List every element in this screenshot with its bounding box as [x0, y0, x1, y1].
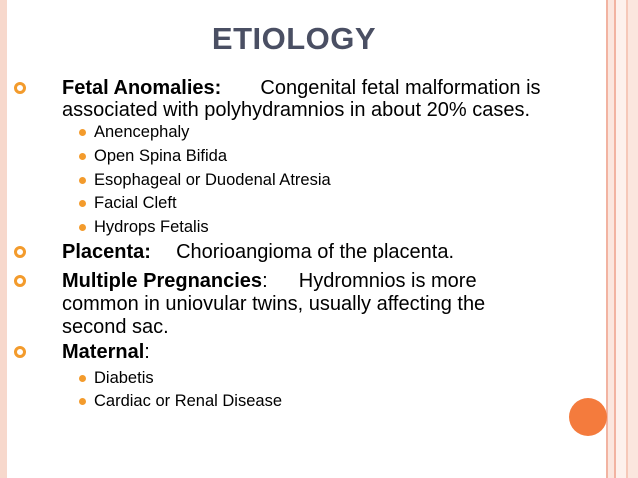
fetal-item-3: Esophageal or Duodenal Atresia [94, 171, 331, 189]
bullet-ring-icon [14, 346, 26, 358]
fetal-text-2: associated with polyhydramnios in about 20% cases. [62, 99, 531, 121]
placenta-heading: Placenta: [62, 241, 151, 263]
maternal-item-2: Cardiac or Renal Disease [94, 392, 283, 410]
multiple-text-3: second sac. [62, 316, 169, 338]
fetal-item-4: Facial Cleft [94, 194, 177, 212]
fetal-item-2: Open Spina Bifida [94, 147, 228, 165]
placenta-text: Chorioangioma of the placenta. [176, 241, 455, 263]
slide-title: ETIOLOGY [211, 21, 377, 56]
bullet-dot-icon [79, 129, 86, 136]
right-border-decoration [604, 0, 638, 478]
fetal-text-1: Congenital fetal malformation is [260, 77, 541, 99]
bullet-dot-icon [79, 200, 86, 207]
orange-circle-decoration [569, 398, 607, 436]
multiple-text-1: Hydromnios is more [298, 270, 477, 292]
bullet-ring-icon [14, 275, 26, 287]
maternal-heading: Maternal [62, 341, 145, 363]
multiple-colon: : [262, 270, 268, 292]
multiple-text-2: common in uniovular twins, usually affecting the [62, 293, 486, 315]
bullet-dot-icon [79, 375, 86, 382]
bullet-dot-icon [79, 177, 86, 184]
bullet-dot-icon [79, 224, 86, 231]
bullet-ring-icon [14, 82, 26, 94]
bullet-dot-icon [79, 398, 86, 405]
left-border-decoration [0, 0, 7, 478]
maternal-colon: : [144, 341, 150, 363]
bullet-dot-icon [79, 153, 86, 160]
fetal-item-1: Anencephaly [94, 123, 190, 141]
fetal-item-5: Hydrops Fetalis [94, 218, 209, 236]
maternal-item-1: Diabetis [94, 369, 154, 387]
multiple-heading: Multiple Pregnancies [62, 270, 263, 292]
fetal-heading: Fetal Anomalies: [62, 77, 222, 99]
multiple-line-1 [62, 270, 477, 293]
bullet-ring-icon [14, 246, 26, 258]
fetal-line-1 [62, 77, 541, 100]
placenta-line [62, 241, 454, 264]
maternal-line [62, 341, 150, 364]
